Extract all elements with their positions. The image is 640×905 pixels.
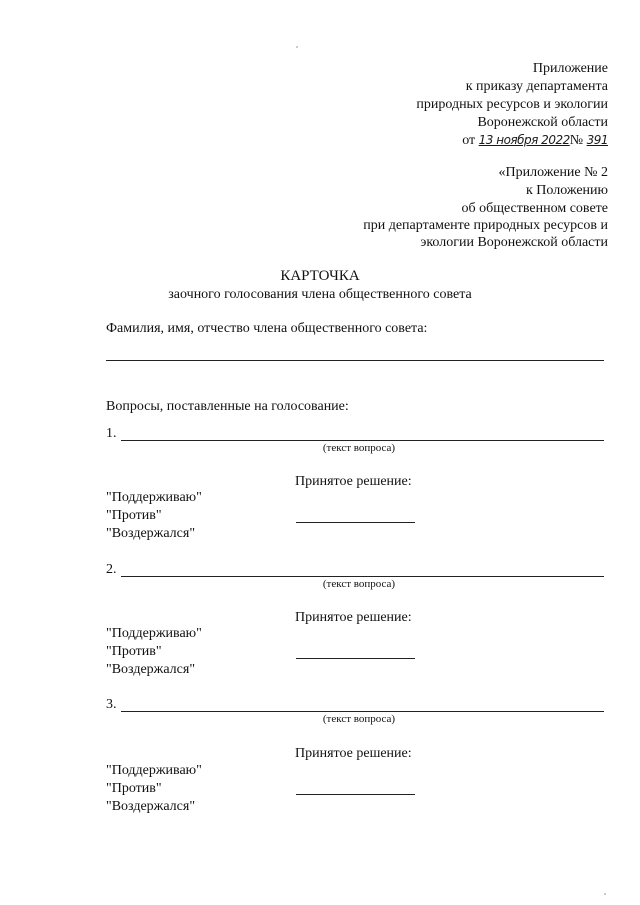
- question-1-decision-field[interactable]: [296, 522, 415, 523]
- question-2-option-against: "Против": [106, 644, 162, 659]
- question-3-caption: (текст вопроса): [322, 713, 396, 725]
- question-2-decision-field[interactable]: [296, 658, 415, 659]
- handwritten-number: 391: [586, 133, 608, 147]
- member-name-label: Фамилия, имя, отчество члена общественного совета:: [106, 321, 428, 336]
- question-3-number: 3.: [106, 697, 117, 712]
- appendix-line-4: при департаменте природных ресурсов и: [363, 218, 608, 233]
- question-2-number: 2.: [106, 562, 117, 577]
- question-3-decision-label: Принятое решение:: [295, 746, 412, 761]
- question-2-decision-label: Принятое решение:: [295, 610, 412, 625]
- question-1-caption: (текст вопроса): [322, 442, 396, 454]
- question-3-option-against: "Против": [106, 781, 162, 796]
- appendix-line-5: экологии Воронежской области: [420, 235, 608, 250]
- card-title: КАРТОЧКА: [280, 268, 360, 284]
- handwritten-date: 13 ноября 2022: [478, 133, 570, 147]
- question-3-option-abstain: "Воздержался": [106, 799, 196, 814]
- scan-speck: [604, 893, 606, 895]
- question-1-option-abstain: "Воздержался": [106, 526, 196, 541]
- header-line-1: Приложение: [532, 61, 608, 76]
- questions-label: Вопросы, поставленные на голосование:: [106, 399, 349, 414]
- question-2-option-support: "Поддерживаю": [106, 626, 202, 641]
- appendix-line-2: к Положению: [525, 183, 608, 198]
- question-2-text-field[interactable]: [121, 576, 604, 577]
- appendix-line-1: «Приложение № 2: [498, 165, 608, 180]
- order-date-line: [462, 131, 608, 150]
- question-2-caption: (текст вопроса): [322, 578, 396, 590]
- header-line-2: к приказу департамента: [465, 79, 608, 94]
- header-line-3: природных ресурсов и экологии: [416, 97, 608, 112]
- scan-speck: [296, 46, 298, 48]
- member-name-field[interactable]: [106, 360, 604, 361]
- number-prefix: №: [569, 133, 584, 148]
- date-prefix: от: [462, 133, 476, 148]
- question-2-option-abstain: "Воздержался": [106, 662, 196, 677]
- question-1-text-field[interactable]: [121, 440, 604, 441]
- question-1-number: 1.: [106, 426, 117, 441]
- question-3-text-field[interactable]: [121, 711, 604, 712]
- question-1-option-support: "Поддерживаю": [106, 490, 202, 505]
- appendix-line-3: об общественном совете: [461, 201, 608, 216]
- header-line-4: Воронежской области: [477, 115, 608, 130]
- question-3-option-support: "Поддерживаю": [106, 763, 202, 778]
- question-1-option-against: "Против": [106, 508, 162, 523]
- question-1-decision-label: Принятое решение:: [295, 474, 412, 489]
- question-3-decision-field[interactable]: [296, 794, 415, 795]
- card-subtitle: заочного голосования члена общественного совета: [168, 287, 472, 302]
